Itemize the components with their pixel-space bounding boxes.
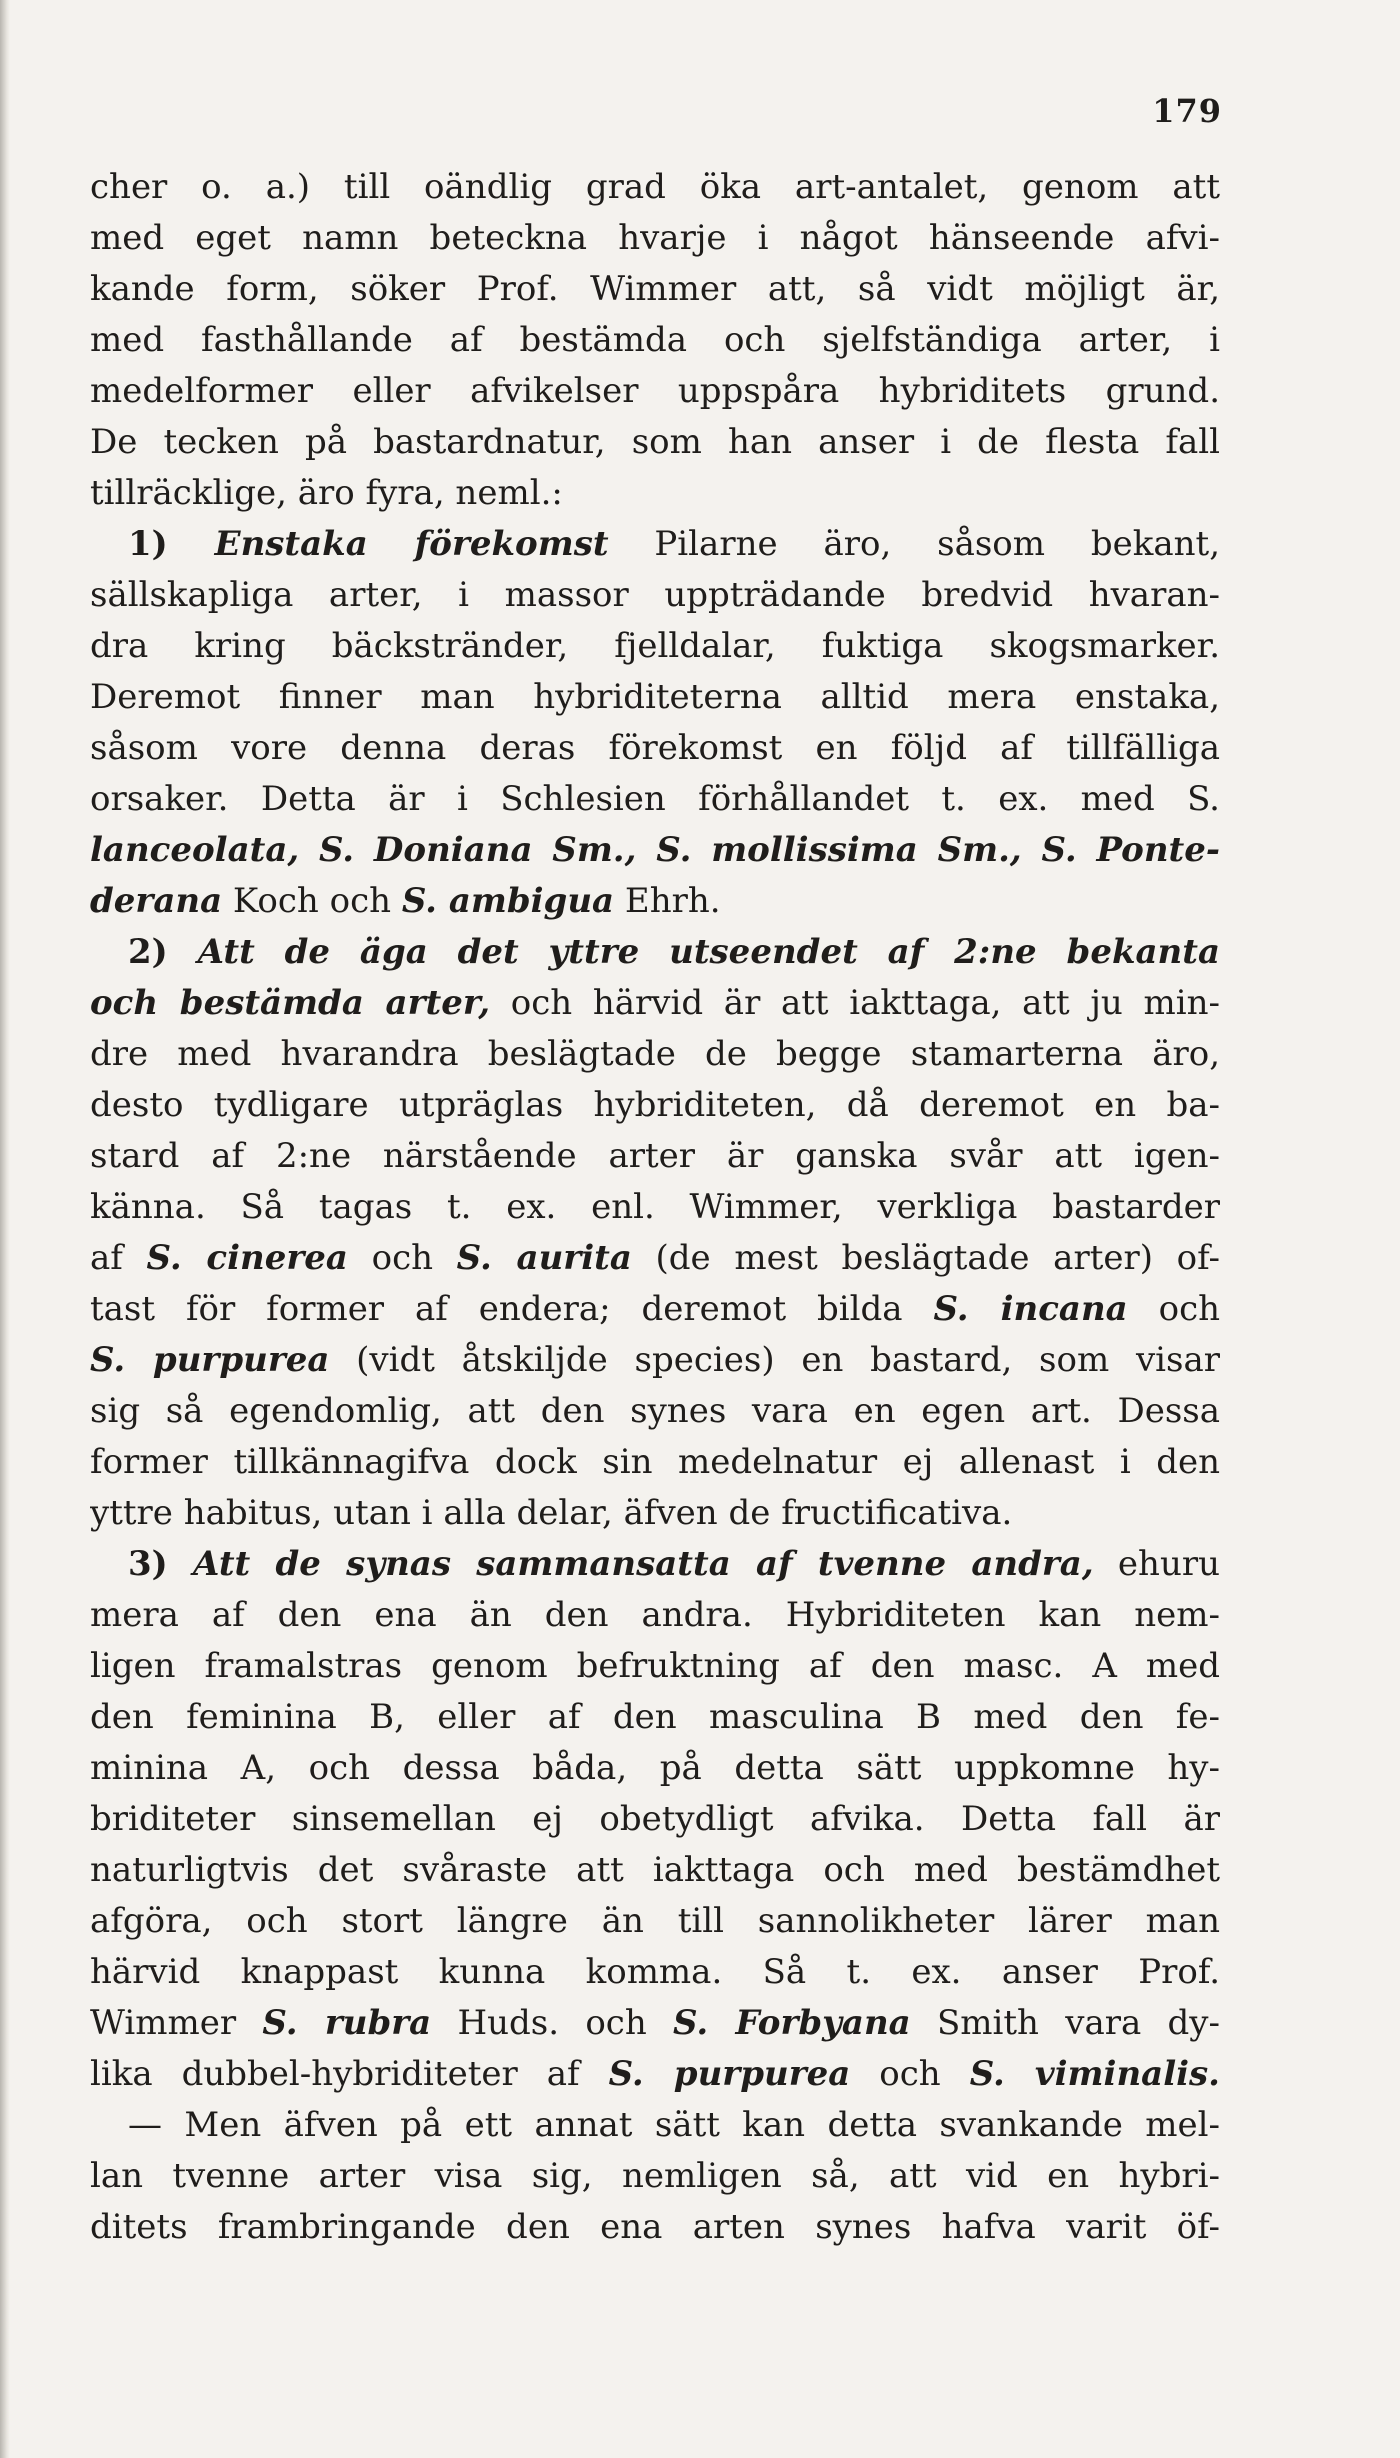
text-run: Deremot finner man hybriditeterna alltid mera enstaka, bbox=[90, 677, 1220, 717]
text-run: Wimmer bbox=[90, 2003, 263, 2043]
text-line bbox=[90, 672, 1220, 723]
page-edge bbox=[0, 0, 10, 2458]
text-run: derana bbox=[90, 881, 223, 921]
text-run: lan tvenne arter visa sig, nemligen så, att vid en hybri- bbox=[90, 2156, 1220, 2196]
text-line bbox=[90, 2202, 1220, 2253]
text-line bbox=[90, 366, 1220, 417]
text-run: minina A, och dessa båda, på detta sätt uppkomne hy- bbox=[90, 1748, 1220, 1788]
text-run: dra kring bäckstränder, fjelldalar, fuktiga skogsmarker. bbox=[90, 626, 1220, 666]
text-run: — Men äfven på ett annat sätt kan detta svankande mel- bbox=[128, 2105, 1220, 2145]
text-run: Enstaka förekomst bbox=[214, 524, 609, 564]
text-run: Smith vara dy- bbox=[910, 2003, 1220, 2043]
text-line bbox=[90, 2049, 1220, 2100]
text-run: S. cinerea bbox=[146, 1238, 348, 1278]
text-line bbox=[90, 1539, 1220, 1590]
text-run: yttre habitus, utan i alla delar, äfven de fructificativa. bbox=[90, 1493, 1013, 1533]
text-run: 2) bbox=[128, 932, 198, 972]
text-line bbox=[90, 570, 1220, 621]
text-run: ditets frambringande den ena arten synes hafva varit öf- bbox=[90, 2207, 1220, 2247]
text-line bbox=[90, 519, 1220, 570]
text-run: och bbox=[1127, 1289, 1220, 1329]
text-line bbox=[90, 1641, 1220, 1692]
text-run: De tecken på bastardnatur, som han anser i de flesta fall bbox=[90, 422, 1220, 462]
text-line bbox=[90, 621, 1220, 672]
text-run: cher o. a.) till oändlig grad öka art-antalet, genom att bbox=[90, 167, 1220, 207]
text-run: S. incana bbox=[933, 1289, 1128, 1329]
text-line bbox=[90, 264, 1220, 315]
page-number: 179 bbox=[1152, 92, 1222, 130]
text-line bbox=[90, 417, 1220, 468]
text-run: naturligtvis det svåraste att iakttaga och med bestämdhet bbox=[90, 1850, 1220, 1890]
text-run: orsaker. Detta är i Schlesien förhållandet t. ex. med S. bbox=[90, 779, 1220, 819]
text-run: S. aurita bbox=[456, 1238, 632, 1278]
text-line bbox=[90, 1488, 1220, 1539]
text-line bbox=[90, 927, 1220, 978]
text-run: den feminina B, eller af den masculina B med den fe- bbox=[90, 1697, 1220, 1737]
text-run: Huds. och bbox=[431, 2003, 674, 2043]
text-line bbox=[90, 723, 1220, 774]
text-line bbox=[90, 1182, 1220, 1233]
text-run: (vidt åtskiljde species) en bastard, som visar bbox=[329, 1340, 1220, 1380]
text-line bbox=[90, 1947, 1220, 1998]
text-line bbox=[90, 876, 1220, 927]
text-line bbox=[90, 1692, 1220, 1743]
text-run: S. Forbyana bbox=[673, 2003, 911, 2043]
text-line bbox=[90, 2151, 1220, 2202]
text-run: Koch och bbox=[222, 881, 402, 921]
text-line bbox=[90, 1029, 1220, 1080]
text-run: känna. Så tagas t. ex. enl. Wimmer, verkliga bastarder bbox=[90, 1187, 1220, 1227]
text-line bbox=[90, 315, 1220, 366]
text-run: S. viminalis. bbox=[969, 2054, 1220, 2094]
text-line bbox=[90, 162, 1220, 213]
text-line bbox=[90, 1335, 1220, 1386]
text-run: och bestämda arter, bbox=[90, 983, 491, 1023]
text-run: S. purpurea bbox=[90, 1340, 330, 1380]
text-run: medelformer eller afvikelser uppspåra hybriditets grund. bbox=[90, 371, 1220, 411]
text-run: ehuru bbox=[1093, 1544, 1220, 1584]
text-run: Att de äga det yttre utseendet af 2:ne bekanta bbox=[197, 932, 1220, 972]
text-run: lika dubbel-hybriditeter af bbox=[90, 2054, 609, 2094]
text-run: kande form, söker Prof. Wimmer att, så vidt möjligt är, bbox=[90, 269, 1220, 309]
text-run: sällskapliga arter, i massor uppträdande bredvid hvaran- bbox=[90, 575, 1220, 615]
body-text bbox=[90, 162, 1220, 2253]
text-run: (de mest beslägtade arter) of- bbox=[631, 1238, 1220, 1278]
text-run: med fasthållande af bestämda och sjelfständiga arter, i bbox=[90, 320, 1220, 360]
text-run: med eget namn beteckna hvarje i något hänseende afvi- bbox=[90, 218, 1220, 258]
text-run: såsom vore denna deras förekomst en följd af tillfälliga bbox=[90, 728, 1220, 768]
text-line bbox=[90, 2100, 1220, 2151]
text-run: Pilarne äro, såsom bekant, bbox=[608, 524, 1220, 564]
text-line bbox=[90, 1437, 1220, 1488]
text-line bbox=[90, 1284, 1220, 1335]
text-run: och härvid är att iakttaga, att ju min- bbox=[490, 983, 1220, 1023]
text-line bbox=[90, 213, 1220, 264]
text-line bbox=[90, 1590, 1220, 1641]
text-run: af bbox=[90, 1238, 147, 1278]
text-run: Att de synas sammansatta af tvenne andra, bbox=[193, 1544, 1094, 1584]
text-run: former tillkännagifva dock sin medelnatur ej allenast i den bbox=[90, 1442, 1220, 1482]
text-run: och bbox=[850, 2054, 970, 2094]
text-run: mera af den ena än den andra. Hybriditeten kan nem- bbox=[90, 1595, 1220, 1635]
text-line bbox=[90, 825, 1220, 876]
text-line bbox=[90, 1131, 1220, 1182]
text-line bbox=[90, 1386, 1220, 1437]
text-line bbox=[90, 1794, 1220, 1845]
text-run: S. ambigua bbox=[401, 881, 615, 921]
text-line bbox=[90, 1233, 1220, 1284]
text-run: afgöra, och stort längre än till sannolikheter lärer man bbox=[90, 1901, 1220, 1941]
text-run: 1) bbox=[128, 524, 215, 564]
text-run: sig så egendomlig, att den synes vara en egen art. Dessa bbox=[90, 1391, 1220, 1431]
text-run: Ehrh. bbox=[614, 881, 721, 921]
text-line bbox=[90, 1080, 1220, 1131]
text-run: tast för former af endera; deremot bilda bbox=[90, 1289, 934, 1329]
text-run: S. purpurea bbox=[608, 2054, 851, 2094]
text-line bbox=[90, 1998, 1220, 2049]
text-run: tillräcklige, äro fyra, neml.: bbox=[90, 473, 563, 513]
text-line bbox=[90, 468, 1220, 519]
text-run: S. rubra bbox=[262, 2003, 432, 2043]
text-line bbox=[90, 1845, 1220, 1896]
text-run: stard af 2:ne närstående arter är ganska svår att igen- bbox=[90, 1136, 1220, 1176]
text-run: ligen framalstras genom befruktning af den masc. A med bbox=[90, 1646, 1220, 1686]
text-line bbox=[90, 978, 1220, 1029]
text-run: 3) bbox=[128, 1544, 194, 1584]
text-line bbox=[90, 774, 1220, 825]
text-run: härvid knappast kunna komma. Så t. ex. anser Prof. bbox=[90, 1952, 1220, 1992]
text-run: dre med hvarandra beslägtade de begge stamarterna äro, bbox=[90, 1034, 1220, 1074]
text-run: desto tydligare utpräglas hybriditeten, då deremot en ba- bbox=[90, 1085, 1220, 1125]
text-run: lanceolata, S. Doniana Sm., S. mollissima Sm., S. Ponte- bbox=[90, 830, 1220, 870]
text-run: briditeter sinsemellan ej obetydligt afvika. Detta fall är bbox=[90, 1799, 1220, 1839]
text-run: och bbox=[347, 1238, 457, 1278]
text-line bbox=[90, 1743, 1220, 1794]
text-line bbox=[90, 1896, 1220, 1947]
